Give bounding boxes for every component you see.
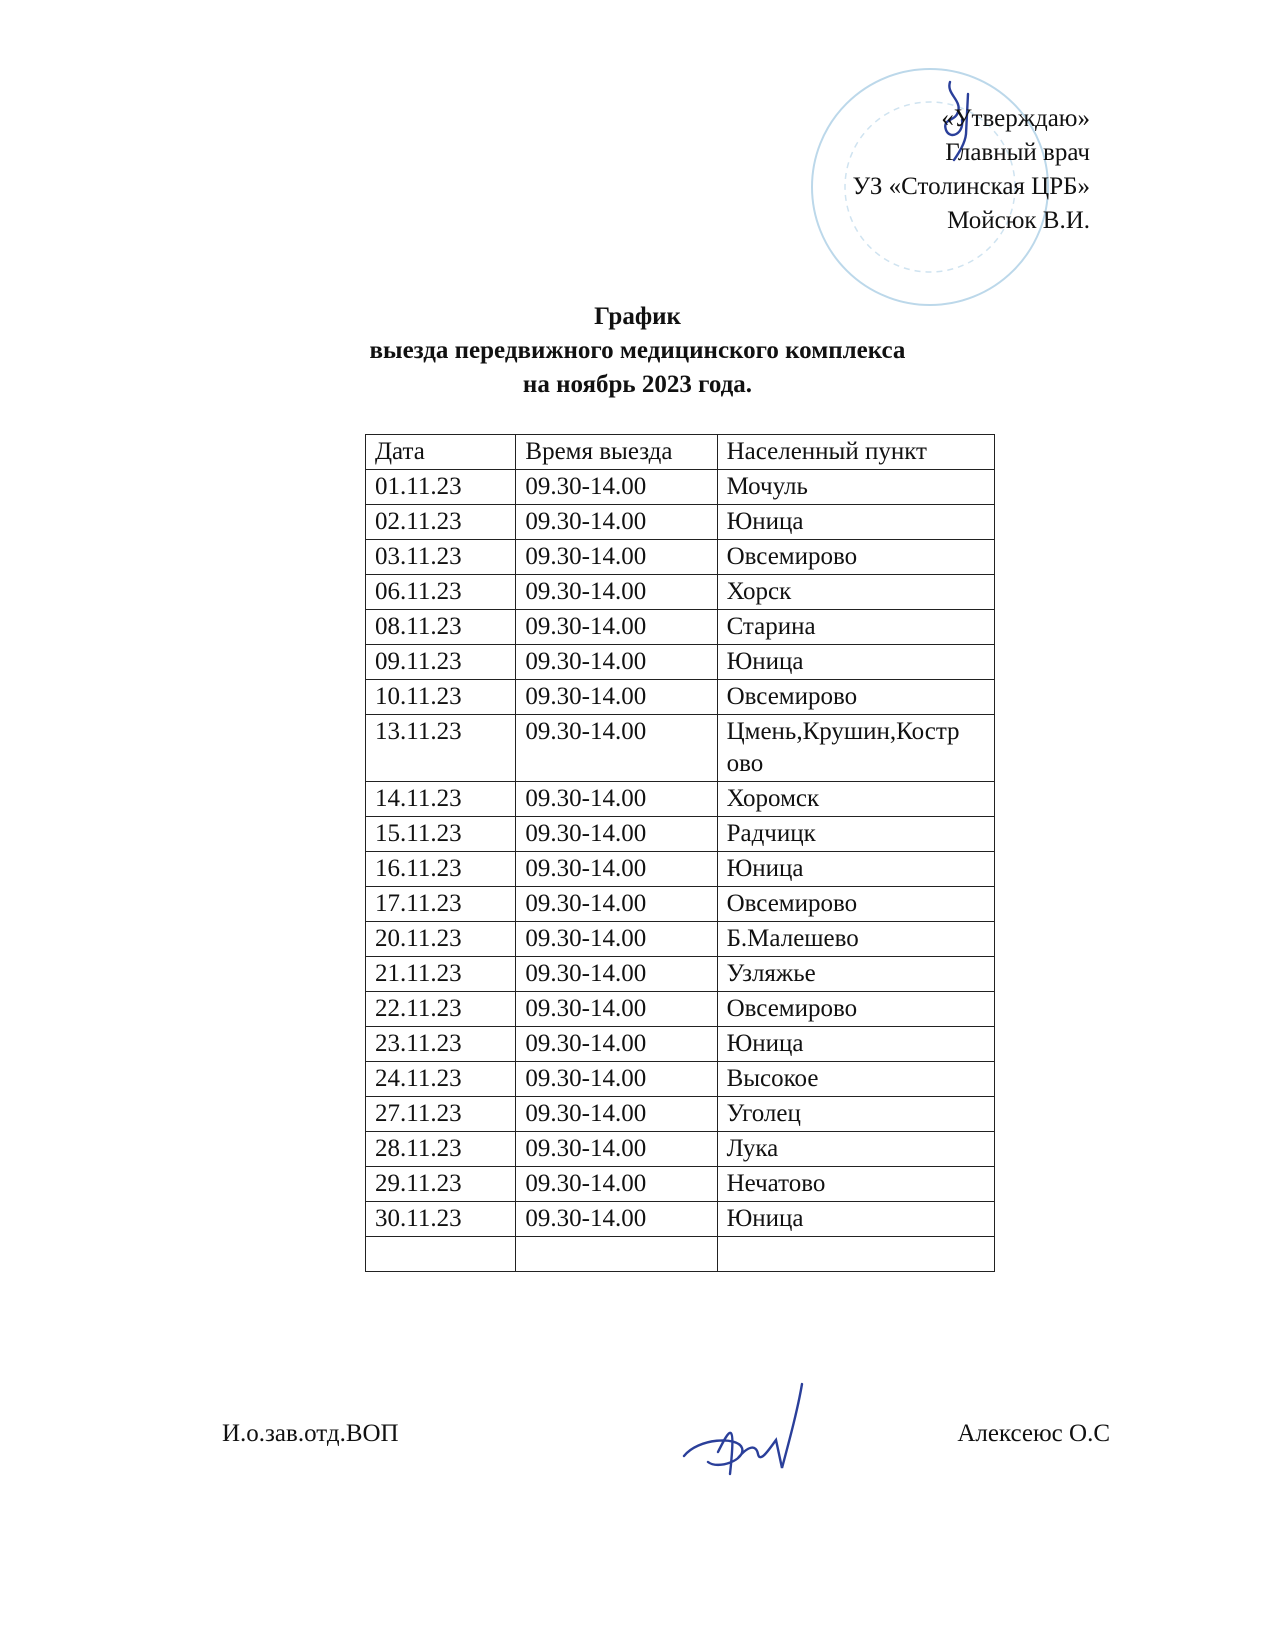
cell-place: Овсемирово — [717, 540, 994, 575]
cell-date: 13.11.23 — [366, 715, 516, 782]
cell-time: 09.30-14.00 — [516, 470, 717, 505]
cell-place: Хоромск — [717, 782, 994, 817]
approval-organization: УЗ «Столинская ЦРБ» — [852, 173, 1090, 200]
table-header-row — [366, 435, 995, 470]
table-row — [366, 992, 995, 1027]
cell-place: Старина — [717, 610, 994, 645]
table-row — [366, 782, 995, 817]
table-row — [366, 922, 995, 957]
footer-position: И.о.зав.отд.ВОП — [222, 1420, 399, 1447]
cell-date: 09.11.23 — [366, 645, 516, 680]
cell-date: 16.11.23 — [366, 852, 516, 887]
cell-date: 30.11.23 — [366, 1202, 516, 1237]
footer-signature — [678, 1378, 838, 1488]
table-row — [366, 1202, 995, 1237]
header-time: Время выезда — [516, 435, 717, 470]
table-row — [366, 610, 995, 645]
cell-place: Радчицк — [717, 817, 994, 852]
cell-date: 14.11.23 — [366, 782, 516, 817]
cell-date: 02.11.23 — [366, 505, 516, 540]
schedule-table — [365, 434, 995, 1272]
cell-date: 20.11.23 — [366, 922, 516, 957]
cell-date: 29.11.23 — [366, 1167, 516, 1202]
cell-time: 09.30-14.00 — [516, 715, 717, 782]
cell-place: Юница — [717, 505, 994, 540]
cell-date: 24.11.23 — [366, 1062, 516, 1097]
table-row — [366, 1132, 995, 1167]
cell-time: 09.30-14.00 — [516, 957, 717, 992]
footer-name: Алексеюс О.С — [957, 1420, 1110, 1447]
cell-date: 15.11.23 — [366, 817, 516, 852]
table-row — [366, 645, 995, 680]
cell-place: Юница — [717, 1027, 994, 1062]
cell-date: 03.11.23 — [366, 540, 516, 575]
cell-date: 22.11.23 — [366, 992, 516, 1027]
cell-time: 09.30-14.00 — [516, 680, 717, 715]
cell-empty — [516, 1237, 717, 1272]
cell-empty — [366, 1237, 516, 1272]
cell-place: Узляжье — [717, 957, 994, 992]
table-row — [366, 505, 995, 540]
cell-time: 09.30-14.00 — [516, 540, 717, 575]
cell-place: Цмень,Крушин,Костр ово — [717, 715, 994, 782]
cell-place: Овсемирово — [717, 887, 994, 922]
approval-approve: «Утверждаю» — [941, 105, 1090, 132]
cell-time: 09.30-14.00 — [516, 610, 717, 645]
table-row — [366, 680, 995, 715]
cell-date: 01.11.23 — [366, 470, 516, 505]
header-date: Дата — [366, 435, 516, 470]
cell-time: 09.30-14.00 — [516, 1097, 717, 1132]
cell-date: 21.11.23 — [366, 957, 516, 992]
table-row — [366, 715, 995, 782]
cell-place: Юница — [717, 852, 994, 887]
cell-place: Юница — [717, 1202, 994, 1237]
approval-name: Мойсюк В.И. — [947, 207, 1090, 234]
cell-date: 17.11.23 — [366, 887, 516, 922]
table-row — [366, 1062, 995, 1097]
approval-position: Главный врач — [945, 139, 1090, 166]
cell-date: 28.11.23 — [366, 1132, 516, 1167]
cell-time: 09.30-14.00 — [516, 992, 717, 1027]
cell-place: Юница — [717, 645, 994, 680]
title-line-3: на ноябрь 2023 года. — [522, 371, 753, 398]
cell-time: 09.30-14.00 — [516, 645, 717, 680]
cell-date: 10.11.23 — [366, 680, 516, 715]
table-row — [366, 470, 995, 505]
cell-time: 09.30-14.00 — [516, 887, 717, 922]
cell-place: Высокое — [717, 1062, 994, 1097]
cell-place: Лука — [717, 1132, 994, 1167]
cell-place: Нечатово — [717, 1167, 994, 1202]
table-row — [366, 1027, 995, 1062]
title-line-2: выезда передвижного медицинского комплекса — [369, 337, 906, 364]
table-row — [366, 852, 995, 887]
cell-date: 08.11.23 — [366, 610, 516, 645]
cell-place: Овсемирово — [717, 680, 994, 715]
cell-date: 27.11.23 — [366, 1097, 516, 1132]
table-row — [366, 887, 995, 922]
cell-date: 23.11.23 — [366, 1027, 516, 1062]
table-row — [366, 817, 995, 852]
header-place: Населенный пункт — [717, 435, 994, 470]
cell-place: Хорск — [717, 575, 994, 610]
cell-time: 09.30-14.00 — [516, 817, 717, 852]
cell-time: 09.30-14.00 — [516, 922, 717, 957]
cell-place: Уголец — [717, 1097, 994, 1132]
approval-block — [852, 102, 1090, 238]
cell-place: Мочуль — [717, 470, 994, 505]
table-row — [366, 540, 995, 575]
schedule-body — [366, 470, 995, 1272]
title-line-1: График — [594, 303, 681, 330]
document-title — [0, 300, 1275, 402]
cell-place: Овсемирово — [717, 992, 994, 1027]
table-row — [366, 575, 995, 610]
cell-time: 09.30-14.00 — [516, 505, 717, 540]
table-row-empty — [366, 1237, 995, 1272]
cell-time: 09.30-14.00 — [516, 1167, 717, 1202]
table-row — [366, 1167, 995, 1202]
cell-time: 09.30-14.00 — [516, 1132, 717, 1167]
cell-empty — [717, 1237, 994, 1272]
cell-date: 06.11.23 — [366, 575, 516, 610]
cell-time: 09.30-14.00 — [516, 575, 717, 610]
table-row — [366, 957, 995, 992]
cell-time: 09.30-14.00 — [516, 852, 717, 887]
cell-time: 09.30-14.00 — [516, 782, 717, 817]
cell-time: 09.30-14.00 — [516, 1062, 717, 1097]
cell-time: 09.30-14.00 — [516, 1027, 717, 1062]
table-row — [366, 1097, 995, 1132]
cell-time: 09.30-14.00 — [516, 1202, 717, 1237]
cell-place: Б.Малешево — [717, 922, 994, 957]
